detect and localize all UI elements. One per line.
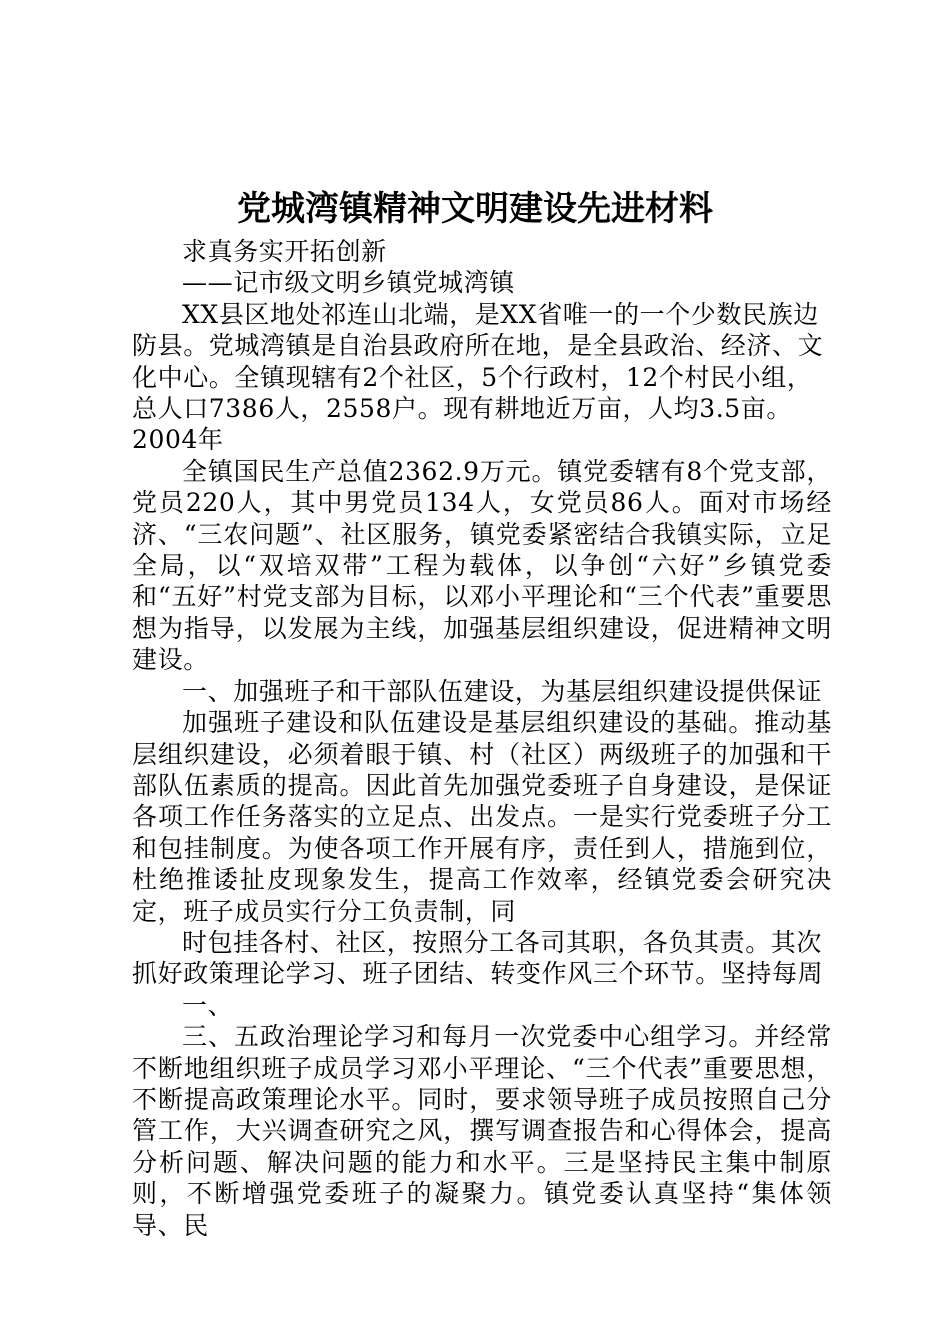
paragraph-team-building: 加强班子建设和队伍建设是基层组织建设的基础。推动基层组织建设，必须着眼于镇、村（社区）两级班子的加强和干部队伍素质的提高。因此首先加强党委班子自身建设，是保证各项工作任务落实的立足点、出发点。一是实行党委班子分工和包挂制度。为使各项工作开展有序，责任到人，措施到位，杜绝推诿扯皮现象发生，提高工作效率，经镇党委会研究决定，班子成员实行分工负责制，同 — [132, 708, 832, 926]
paragraph-democracy: 三、五政治理论学习和每月一次党委中心组学习。并经常不断地组织班子成员学习邓小平理论、“三个代表”重要思想，不断提高政策理论水平。同时，要求领导班子成员按照自己分管工作，大兴调查研究之风，撰写调查报告和心得体会，提高分析问题、解决问题的能力和水平。三是坚持民主集中制原则，不断增强党委班子的凝聚力。镇党委认真坚持“集体领导、民 — [132, 1022, 832, 1240]
paragraph-fragment: 一、 — [182, 990, 234, 1020]
subtitle-attribution: ——记市级文明乡镇党城湾镇 — [182, 268, 515, 298]
subtitle-line: 求真务实开拓创新 — [182, 237, 387, 266]
section-heading-1: 一、加强班子和干部队伍建设，为基层组织建设提供保证 — [182, 676, 823, 706]
paragraph-economy: 全镇国民生产总值2362.9万元。镇党委辖有8个党支部，党员220人，其中男党员134人，女党员86人。面对市场经济、“三农问题”、社区服务，镇党委紧密结合我镇实际，立足全局，以“双培双带”工程为载体，以争创“六好”乡镇党委和“五好”村党支部为目标，以邓小平理论和“三个代表”重要思想为指导，以发展为主线，加强基层组织建设，促进精神文明建设。 — [132, 456, 832, 675]
document-title: 党城湾镇精神文明建设先进材料 — [237, 189, 713, 229]
paragraph-intro: XX县区地处祁连山北端，是XX省唯一的一个少数民族边防县。党城湾镇是自治县政府所在地，是全县政治、经济、文化中心。全镇现辖有2个社区，5个行政村，12个村民小组，总人口7386人，2558户。现有耕地近万亩，人均3.5亩。2004年 — [132, 299, 824, 455]
document-body — [132, 236, 832, 1241]
paragraph-study: 时包挂各村、社区，按照分工各司其职，各负其责。其次抓好政策理论学习、班子团结、转变作风三个环节。坚持每周 — [132, 927, 824, 989]
